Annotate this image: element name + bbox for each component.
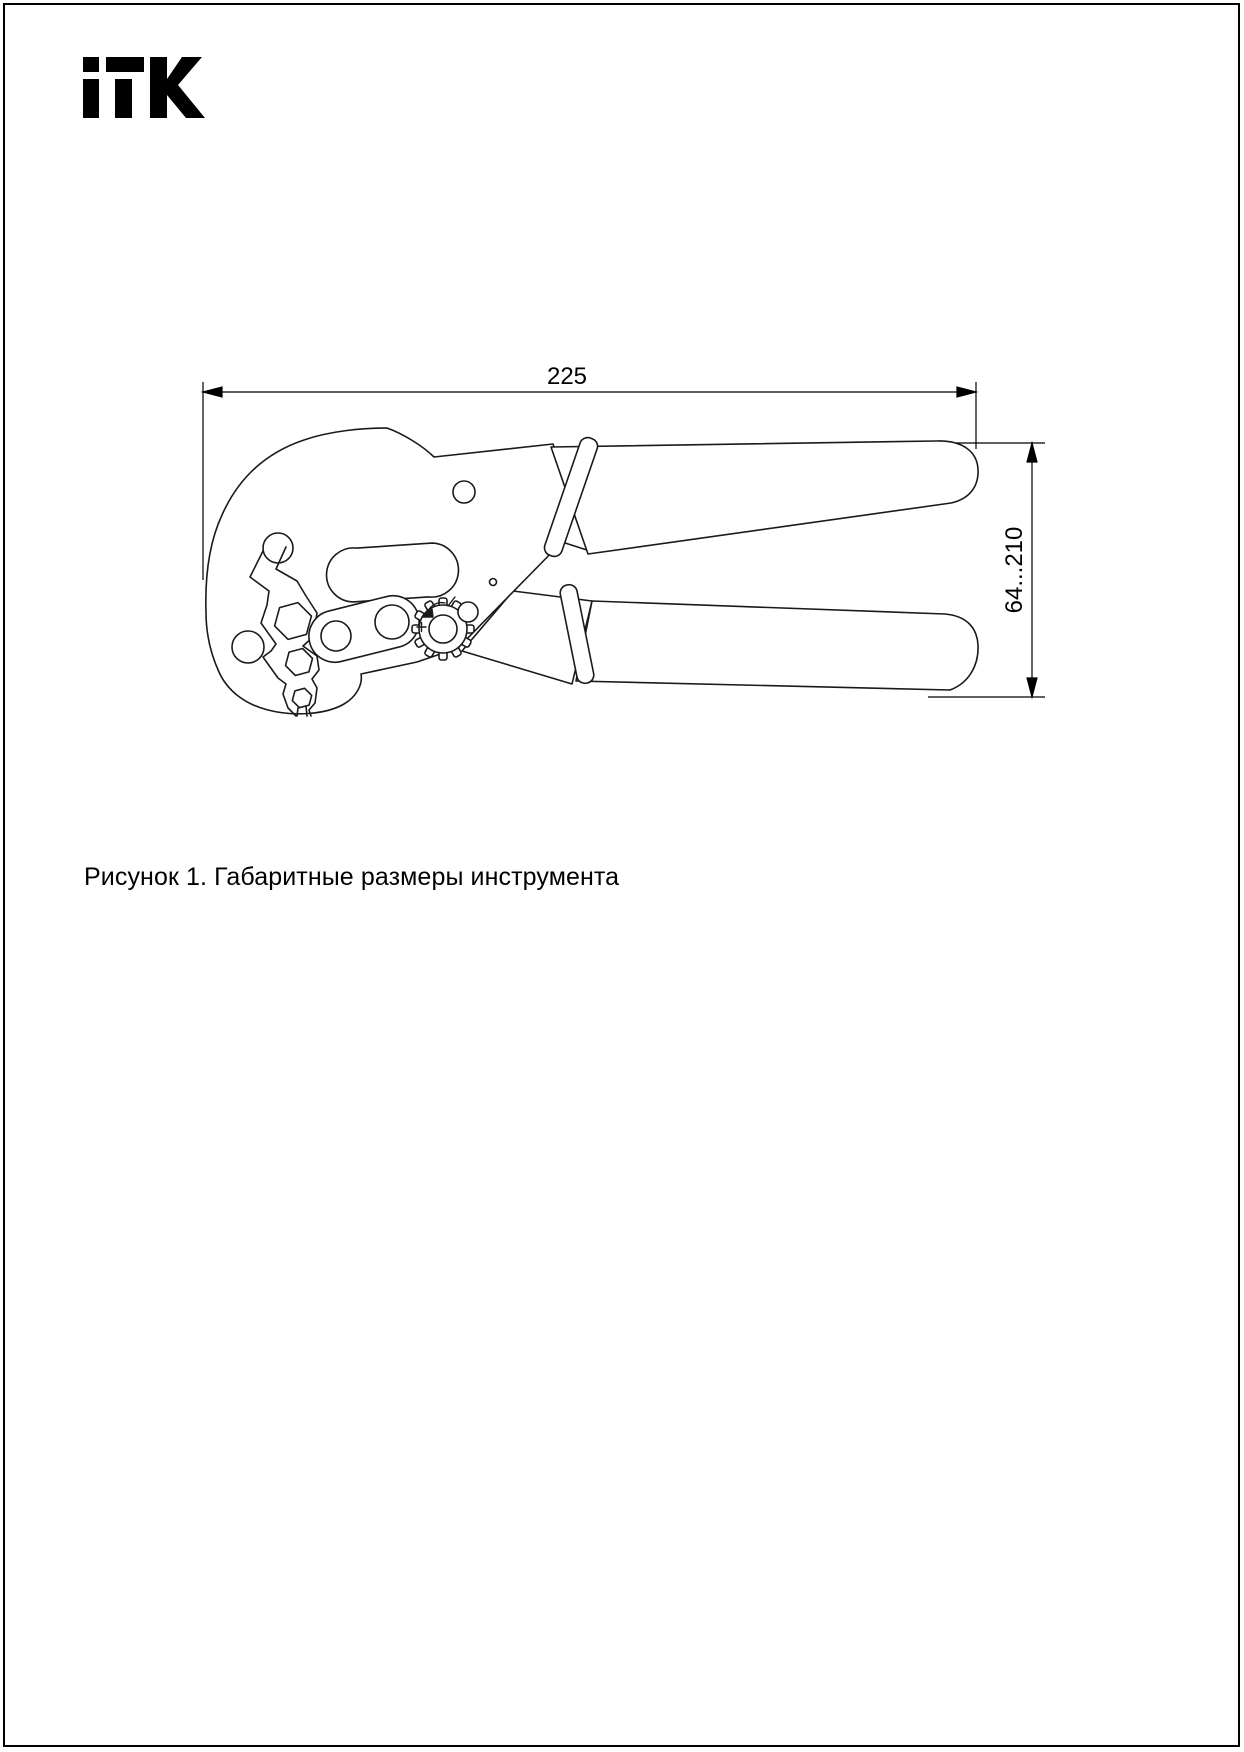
lower-handle <box>576 601 978 690</box>
pivot-pin-right <box>375 605 409 639</box>
width-arrow-left <box>203 387 222 397</box>
width-dimension-label: 225 <box>546 363 588 390</box>
head-hole-large <box>263 533 293 563</box>
head-hole-lower-left <box>232 631 264 663</box>
width-arrow-right <box>957 387 976 397</box>
jaw-lever <box>327 543 459 602</box>
pawl-pin <box>458 602 478 622</box>
head-hole-tiny <box>490 579 497 586</box>
head-hole-upper <box>453 481 475 503</box>
figure-caption: Рисунок 1. Габаритные размеры инструмента <box>84 863 620 891</box>
gear-hub-hole <box>429 615 457 643</box>
pivot-pin-left <box>321 621 351 651</box>
height-arrow-top <box>1027 443 1037 462</box>
height-arrow-bottom <box>1027 678 1037 697</box>
height-dimension-label: 64...210 <box>1001 526 1028 614</box>
upper-handle <box>551 441 978 554</box>
